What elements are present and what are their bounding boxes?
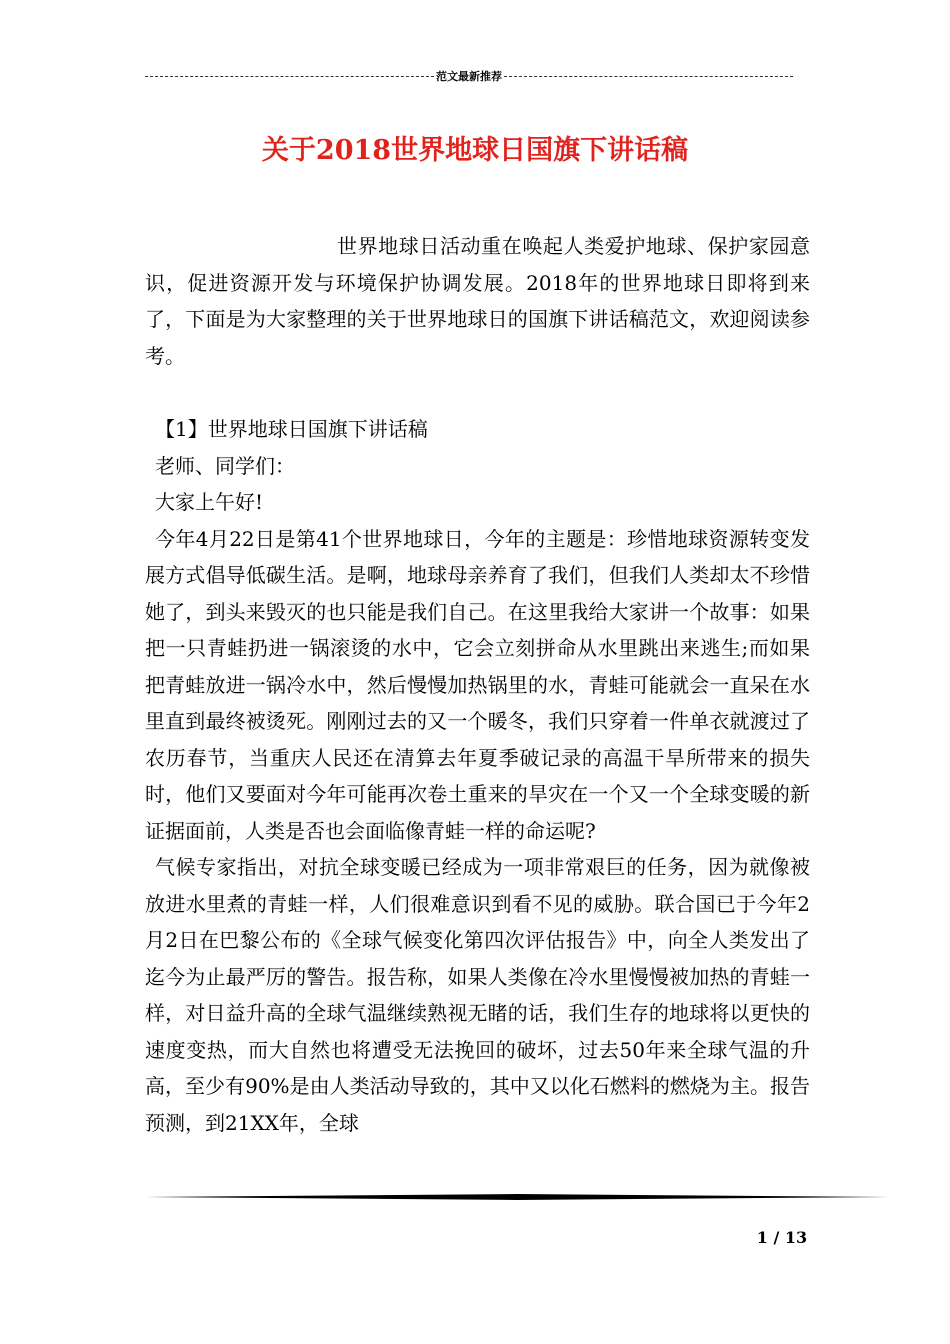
header-label: 范文最新推荐 bbox=[436, 70, 502, 83]
body-paragraph-1: 今年4月22日是第41个世界地球日，今年的主题是：珍惜地球资源转变发展方式倡导低碳生活。是啊，地球母亲养育了我们，但我们人类却太不珍惜她了，到头来毁灭的也只能是我们自己。在这里我给大家讲一个故事：如果把一只青蛙扔进一锅滚烫的水中，它会立刻拼命从水里跳出来逃生;而如果把青蛙放进一锅冷水中，然后慢慢加热锅里的水，青蛙可能就会一直呆在水里直到最终被烫死。刚刚过去的又一个暖冬，我们只穿着一件单衣就渡过了农历春节，当重庆人民还在清算去年夏季破记录的高温干旱所带来的损失时，他们又要面对今年可能再次卷土重来的旱灾在一个又一个全球变暖的新证据面前，人类是否也会面临像青蛙一样的命运呢? bbox=[145, 526, 810, 843]
document-body bbox=[145, 228, 810, 1141]
intro-paragraph: 世界地球日活动重在唤起人类爱护地球、保护家园意识，促进资源开发与环境保护协调发展。2018年的世界地球日即将到来了，下面是为大家整理的关于世界地球日的国旗下讲话稿范文，欢迎阅读参考。 bbox=[145, 234, 810, 368]
body-paragraph-2: 气候专家指出，对抗全球变暖已经成为一项非常艰巨的任务，因为就像被放进水里煮的青蛙一样，人们很难意识到看不见的威胁。联合国已于今年2月2日在巴黎公布的《全球气候变化第四次评估报告》中，向全人类发出了迄今为止最严厉的警告。报告称，如果人类像在冷水里慢慢被加热的青蛙一样，对日益升高的全球气温继续熟视无睹的话，我们生存的地球将以更快的速度变热，而大自然也将遭受无法挽回的破坏，过去50年来全球气温的升高，至少有90%是由人类活动导致的，其中又以化石燃料的燃烧为主。报告预测，到21XX年，全球 bbox=[145, 855, 810, 1135]
paragraph-gap bbox=[145, 374, 810, 411]
footer-rule bbox=[145, 1194, 890, 1200]
header-dash-right bbox=[504, 76, 793, 77]
page-header bbox=[145, 69, 793, 83]
section-heading: 【1】世界地球日国旗下讲话稿 bbox=[155, 417, 428, 441]
header-dash-left bbox=[145, 76, 434, 77]
page-number: 1 / 13 bbox=[756, 1228, 808, 1247]
greeting-line: 老师、同学们： bbox=[155, 453, 295, 478]
salutation-line: 大家上午好! bbox=[155, 490, 264, 514]
document-title: 关于2018世界地球日国旗下讲话稿 bbox=[261, 135, 689, 166]
